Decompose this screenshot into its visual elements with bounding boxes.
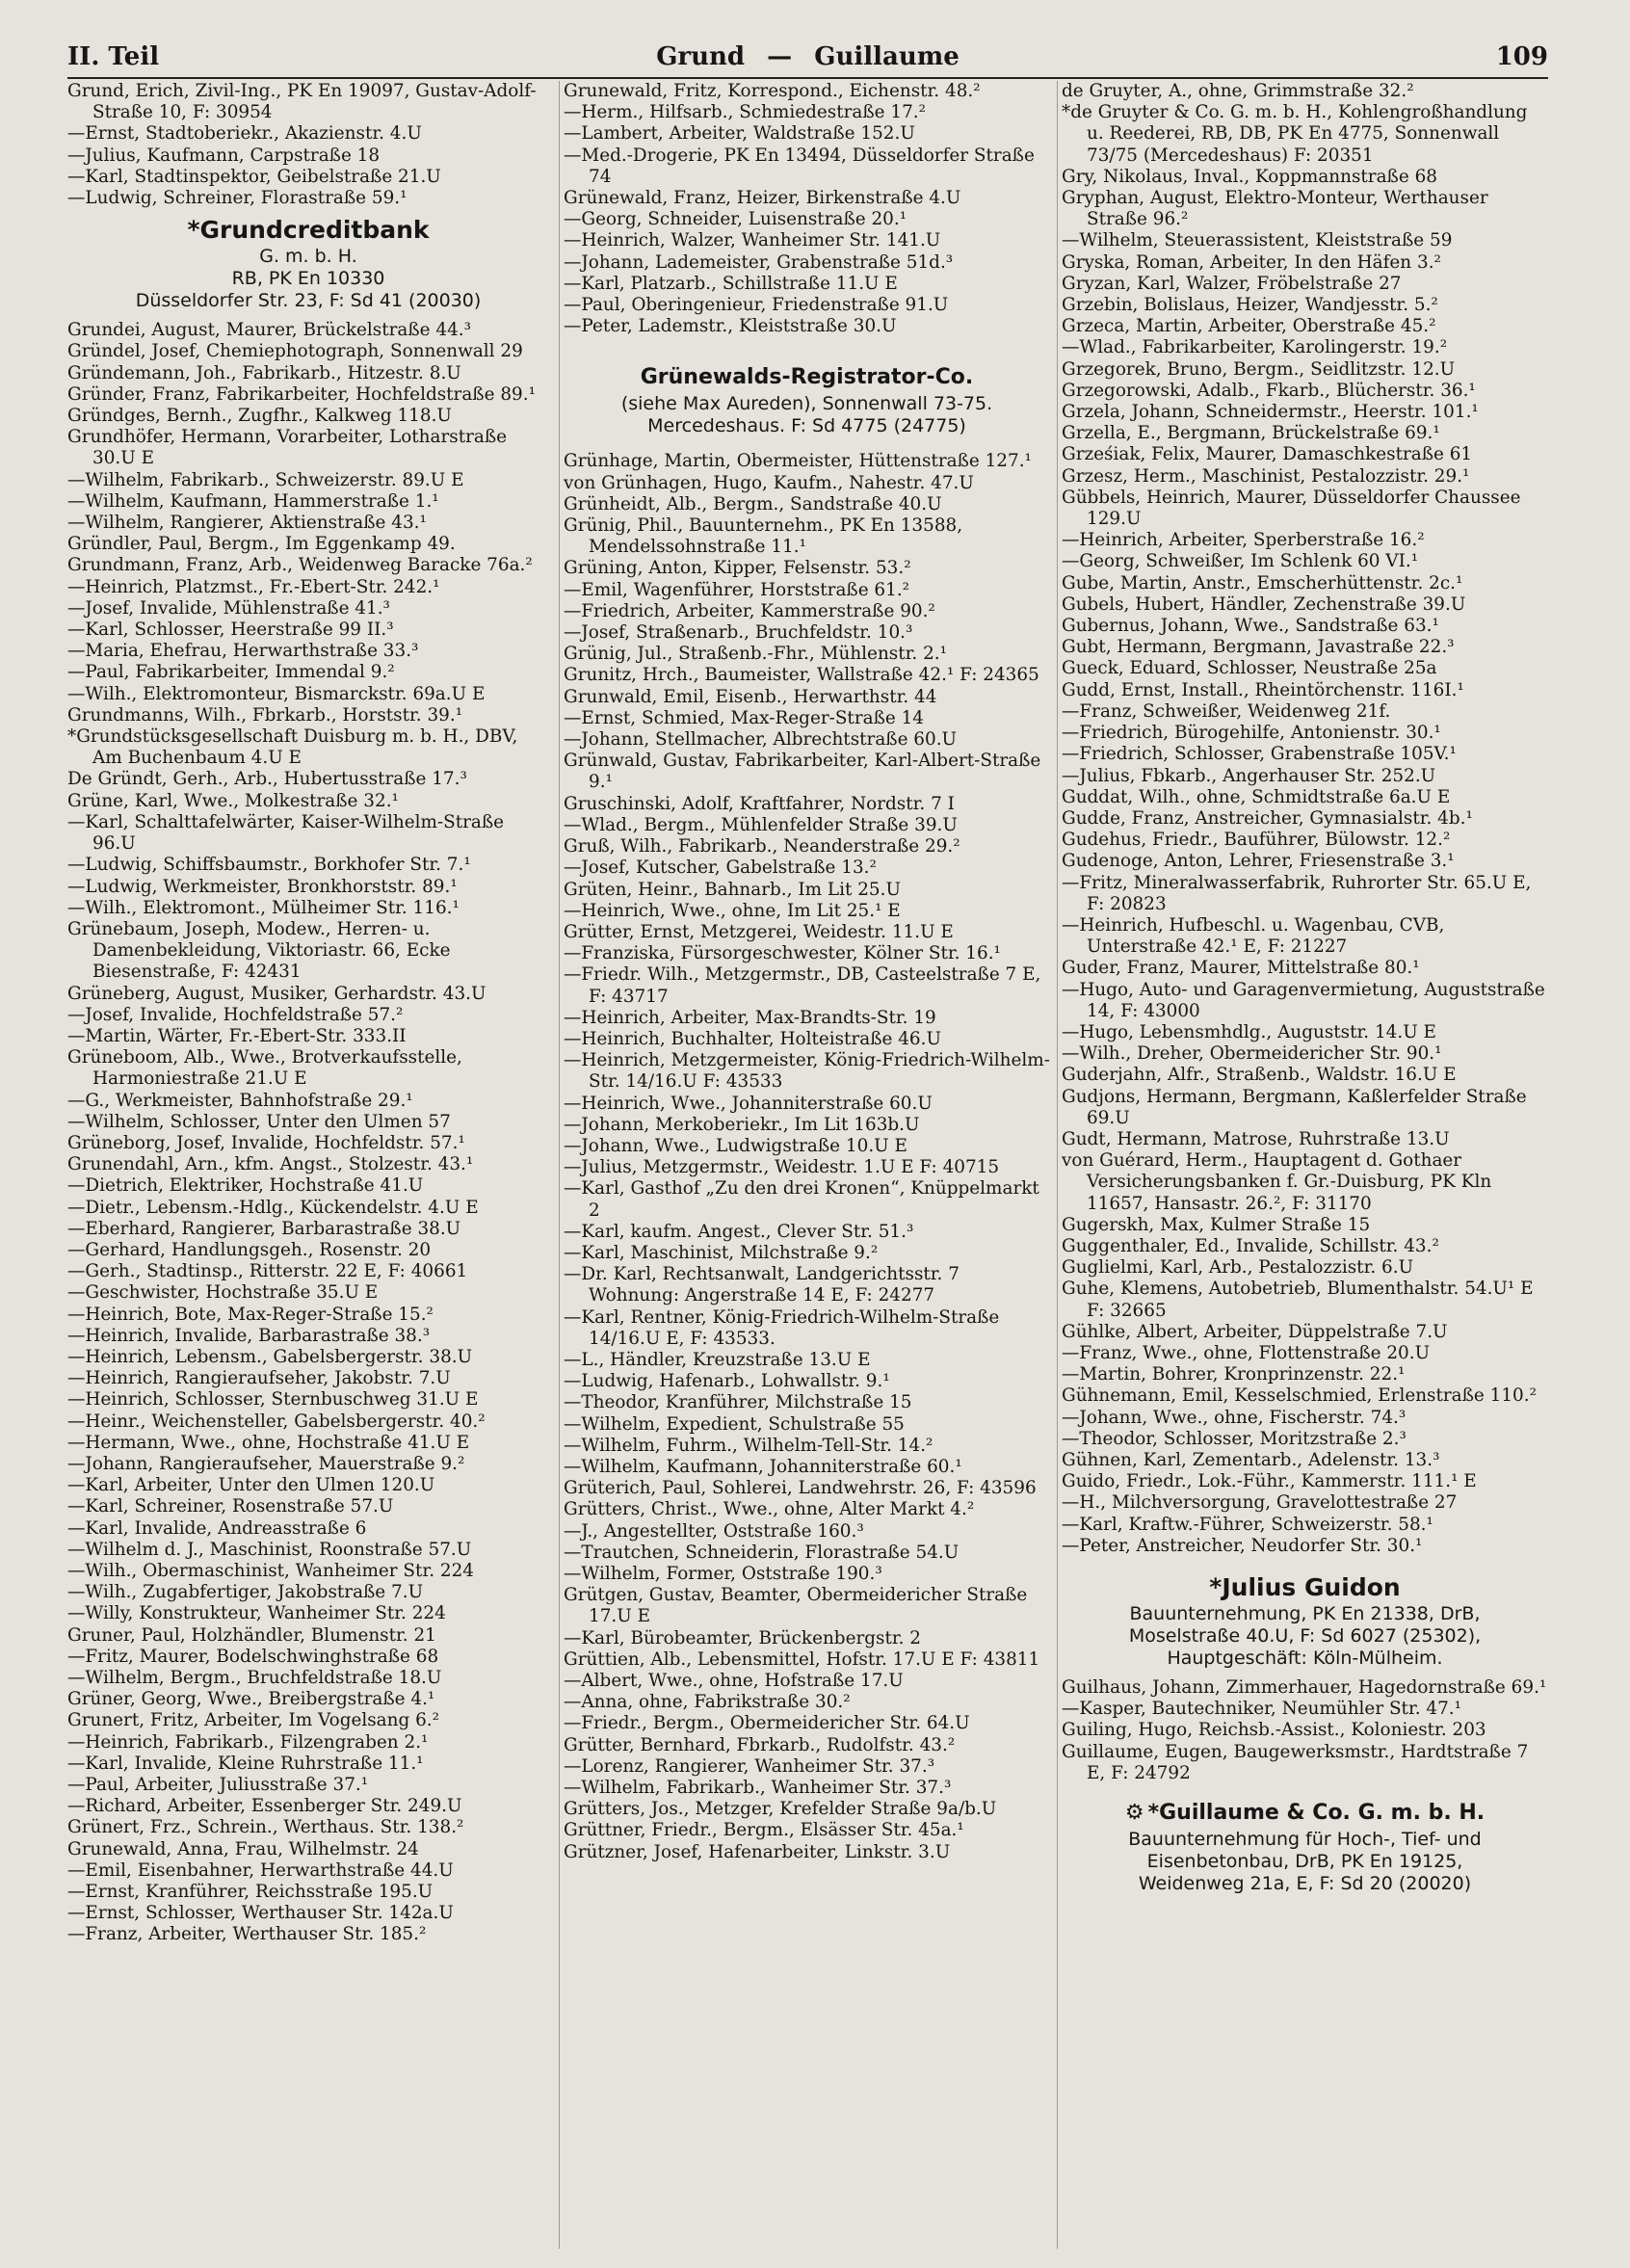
ad-company-name: *Julius Guidon [1209,1573,1401,1602]
directory-entry: Grüneborg, Josef, Invalide, Hochfeldstr. 57.¹ [67,1132,465,1153]
directory-entry: —Gerh., Stadtinsp., Ritterstr. 22 E, F: 40661 [67,1261,468,1282]
directory-entry: Gube, Martin, Anstr., Emscherhüttenstr. 2c.¹ [1062,572,1463,593]
directory-entry: Grundmanns, Wilh., Fbrkarb., Horststr. 39.¹ [67,704,463,725]
directory-entry: —Heinr., Weichensteller, Gabelsbergerstr. 40.² [67,1411,486,1432]
directory-entry: —Ernst, Schlosser, Werthauser Str. 142a.U [67,1903,454,1924]
directory-entry: —Hugo, Lebensmhdlg., Auguststr. 14.U E [1062,1021,1436,1042]
directory-entry: —J., Angestellter, Oststraße 160.³ [564,1520,864,1542]
name-range [67,42,1548,71]
directory-entry: Grzebin, Bolislaus, Heizer, Wandjesstr. 5.² [1062,295,1438,316]
directory-entry: —Wilhelm, Fuhrm., Wilhelm-Tell-Str. 14.² [564,1435,933,1456]
directory-entry: Grünhage, Martin, Obermeister, Hüttenstraße 127.¹ [564,451,1032,472]
column-3 [1062,81,1548,2258]
directory-entry: —Ernst, Stadtoberiekr., Akazienstr. 4.U [67,123,422,145]
directory-entry: Gudjons, Hermann, Bergmann, Kaßlerfelder Straße 69.U [1062,1086,1527,1128]
directory-entry: —Heinrich, Bote, Max-Reger-Straße 15.² [67,1304,434,1325]
directory-entry: —Wilhelm, Kaufmann, Hammerstraße 1.¹ [67,490,439,512]
directory-entry: —Wilhelm, Expedient, Schulstraße 55 [564,1413,905,1435]
directory-entry: —Ernst, Kranführer, Reichsstraße 195.U [67,1882,434,1903]
directory-entry: *Grundstücksgesellschaft Duisburg m. b. H., DBV, Am Buchenbaum 4.U E [67,726,518,769]
directory-entry: —Theodor, Schlosser, Moritzstraße 2.³ [1062,1428,1407,1449]
directory-entry: Grundei, August, Maurer, Brückelstraße 44.³ [67,320,472,341]
directory-entry: —Karl, Gasthof „Zu den drei Kronen“, Knüppelmarkt 2 [564,1178,1039,1221]
directory-entry: Grüneboom, Alb., Wwe., Brotverkaufsstelle, Harmoniestraße 21.U E [67,1047,462,1090]
directory-entry: Gryphan, August, Elektro-Monteur, Werthauser Straße 96.² [1062,188,1488,230]
directory-entry: —G., Werkmeister, Bahnhofstraße 29.¹ [67,1090,413,1111]
directory-entry: —Julius, Metzgermstr., Weidestr. 1.U E F: 40715 [564,1157,1000,1178]
directory-entry: —Wilhelm, Bergm., Bruchfeldstraße 18.U [67,1668,442,1689]
range-start: Grund [656,42,746,71]
directory-entry: Gubels, Hubert, Händler, Zechenstraße 39.U [1062,593,1466,615]
ad-line: Weidenweg 21a, E, F: Sd 20 (20020) [1138,1873,1472,1895]
guillaume-ad [1062,1798,1548,1895]
directory-entry: Grüneberg, August, Musiker, Gerhardstr. 43.U [67,983,486,1004]
directory-entry: —Martin, Bohrer, Kronprinzenstr. 22.¹ [1062,1364,1406,1385]
directory-entry: *de Gruyter & Co. G. m. b. H., Kohlengroßhandlung u. Reederei, RB, DB, PK En 4775, Sonnenwall 73/75 (Mercedeshaus) F: 20351 [1062,102,1528,166]
directory-entry: —Friedr., Bergm., Obermeidericher Str. 64.U [564,1713,970,1734]
directory-entry: —Paul, Oberingenieur, Friedenstraße 91.U [564,295,949,316]
directory-entry: —Karl, Schlosser, Heerstraße 99 II.³ [67,620,394,641]
directory-entry: —Lorenz, Rangierer, Wanheimer Str. 37.³ [564,1755,935,1777]
directory-entry: Gueck, Eduard, Schlosser, Neustraße 25a [1062,658,1437,679]
directory-entry: Gudehus, Friedr., Bauführer, Bülowstr. 12.² [1062,830,1451,851]
directory-entry: —Josef, Kutscher, Gabelstraße 13.² [564,857,877,879]
directory-entry: —Karl, Invalide, Kleine Ruhrstraße 11.¹ [67,1753,424,1774]
directory-entry: Gruß, Wilh., Fabrikarb., Neanderstraße 29.² [564,836,960,857]
directory-entry: —Karl, Maschinist, Milchstraße 9.² [564,1242,879,1263]
ad-line: RB, PK En 10330 [231,268,385,290]
directory-entry: —Peter, Anstreicher, Neudorfer Str. 30.¹ [1062,1535,1423,1556]
directory-entry: —Wilh., Elektromonteur, Bismarckstr. 69a.U E [67,683,486,704]
directory-entry: —Anna, ohne, Fabrikstraße 30.² [564,1692,851,1713]
directory-entry: —Hugo, Auto- und Garagenvermietung, Auguststraße 14, F: 43000 [1062,979,1545,1021]
directory-entry: —Ernst, Schmied, Max-Reger-Straße 14 [564,707,924,728]
directory-entry: Grunewald, Anna, Frau, Wilhelmstr. 24 [67,1838,419,1859]
directory-entry: Gühnemann, Emil, Kesselschmied, Erlenstraße 110.² [1062,1385,1537,1407]
directory-entry: —Dietrich, Elektriker, Hochstraße 41.U [67,1175,424,1197]
directory-entry: Gruschinski, Adolf, Kraftfahrer, Nordstr. 7 I [564,793,955,814]
directory-entry: Grzegorowski, Adalb., Fkarb., Blücherstr. 36.¹ [1062,380,1476,401]
directory-entry: Guder, Franz, Maurer, Mittelstraße 80.¹ [1062,958,1420,979]
directory-entry: —Fritz, Maurer, Bodelschwinghstraße 68 [67,1646,439,1667]
directory-entry: Gryska, Roman, Arbeiter, In den Häfen 3.² [1062,251,1441,273]
directory-entry: —Peter, Lademstr., Kleiststraße 30.U [564,316,897,337]
directory-entry: Grünebaum, Joseph, Modew., Herren- u. Damenbekleidung, Viktoriastr. 66, Ecke Biesenstraße, F: 42431 [67,918,451,983]
range-dash: — [767,42,793,71]
directory-entry: —Julius, Kaufmann, Carpstraße 18 [67,145,381,166]
directory-entry: Grünig, Jul., Straßenb.-Fhr., Mühlenstr. 2.¹ [564,644,947,665]
directory-entry: —Trautchen, Schneiderin, Florastraße 54.U [564,1542,960,1563]
ad-line: Hauptgeschäft: Köln-Mülheim. [1167,1648,1443,1670]
directory-entry: —Albert, Wwe., ohne, Hofstraße 17.U [564,1671,904,1692]
directory-entry: —Wilhelm, Fabrikarb., Schweizerstr. 89.U E [67,469,464,490]
directory-entry: De Gründt, Gerh., Arb., Hubertusstraße 17.³ [67,769,467,790]
column-2 [564,81,1050,2258]
column-divider [1057,81,1058,2249]
directory-entry: Grütter, Bernhard, Fbrkarb., Rudolfstr. 43.² [564,1734,956,1755]
column-1 [67,81,549,2258]
ad-line: Düsseldorfer Str. 23, F: Sd 41 (20030) [135,290,482,312]
directory-entry: —Wilhelm d. J., Maschinist, Roonstraße 57.U [67,1539,472,1560]
directory-entry: —Karl, Bürobeamter, Brückenbergstr. 2 [564,1627,922,1648]
directory-entry: Guderjahn, Alfr., Straßenb., Waldstr. 16.U E [1062,1065,1457,1086]
directory-entry: —Georg, Schweißer, Im Schlenk 60 VI.¹ [1062,551,1419,572]
directory-entry: —Johann, Lademeister, Grabenstraße 51d.³ [564,251,954,273]
directory-entry: Guilhaus, Johann, Zimmerhauer, Hagedornstraße 69.¹ [1062,1677,1547,1699]
directory-entry: Gühlke, Albert, Arbeiter, Düppelstraße 7.U [1062,1321,1448,1342]
directory-entry: —Fritz, Mineralwasserfabrik, Ruhrorter Str. 65.U E, F: 20823 [1062,872,1532,914]
directory-entry: —Maria, Ehefrau, Herwarthstraße 33.³ [67,641,419,662]
directory-entry: de Gruyter, A., ohne, Grimmstraße 32.² [1062,81,1414,101]
directory-entry: —Karl, Kraftw.-Führer, Schweizerstr. 58.¹ [1062,1514,1433,1535]
directory-entry: von Guérard, Herm., Hauptagent d. Gothaer Versicherungsbanken f. Gr.-Duisburg, PK Kln 11657, Hansastr. 26.², F: 31170 [1062,1150,1492,1214]
directory-entry: Gründer, Franz, Fabrikarbeiter, Hochfeldstraße 89.¹ [67,383,536,405]
directory-entry: —Paul, Arbeiter, Juliusstraße 37.¹ [67,1775,369,1796]
ad-line: Eisenbetonbau, DrB, PK En 19125, [1146,1851,1463,1873]
directory-entry: Grunert, Fritz, Arbeiter, Im Vogelsang 6.² [67,1710,440,1731]
guidon-ad [1062,1572,1548,1670]
gear-logo-icon: ⚙ [1124,1801,1144,1826]
ad-line: Moselstraße 40.U, F: Sd 6027 (25302), [1128,1625,1482,1648]
directory-entry: Grzella, E., Bergmann, Brückelstraße 69.¹ [1062,423,1440,444]
directory-entry: —Franz, Wwe., ohne, Flottenstraße 20.U [1062,1342,1431,1363]
directory-entry: Gubt, Hermann, Bergmann, Javastraße 22.³ [1062,637,1455,658]
ad-line: Mercedeshaus. F: Sd 4775 (24775) [647,415,966,437]
directory-entry: —Dr. Karl, Rechtsanwalt, Landgerichtsstr. 7 Wohnung: Angerstraße 14 E, F: 24277 [564,1264,960,1306]
directory-entry: —Kasper, Bautechniker, Neumühler Str. 47.¹ [1062,1699,1462,1720]
directory-entry: Gründel, Josef, Chemiephotograph, Sonnenwall 29 [67,341,523,362]
directory-entry: —Emil, Eisenbahner, Herwarthstraße 44.U [67,1859,454,1881]
directory-entry: —L., Händler, Kreuzstraße 13.U E [564,1349,871,1370]
directory-entry: —Wilhelm, Kaufmann, Johanniterstraße 60.¹ [564,1456,962,1477]
directory-entry: —Wilh., Elektromont., Mülheimer Str. 116.¹ [67,897,460,918]
ad-line: Bauunternehmung, PK En 21338, DrB, [1129,1603,1481,1625]
directory-entry: —Ludwig, Werkmeister, Bronkhorststr. 89.¹ [67,876,458,897]
directory-entry: Gudd, Ernst, Install., Rheintörchenstr. 116I.¹ [1062,679,1464,700]
directory-entry: —Eberhard, Rangierer, Barbarastraße 38.U [67,1218,461,1239]
registrator-ad [564,362,1050,437]
directory-entry: —Friedrich, Schlosser, Grabenstraße 105V.¹ [1062,744,1457,765]
directory-entry: —Karl, Arbeiter, Unter den Ulmen 120.U [67,1475,435,1496]
entries-group [1062,81,1548,1557]
directory-entry: Grzeca, Martin, Arbeiter, Oberstraße 45.² [1062,316,1436,337]
directory-entry: Guglielmi, Karl, Arb., Pestalozzistr. 6.U [1062,1257,1414,1279]
directory-entry: Grünig, Phil., Bauunternehm., PK En 13588, Mendelssohnstraße 11.¹ [564,515,963,558]
directory-entry: —Ludwig, Schreiner, Florastraße 59.¹ [67,188,408,209]
section-label: II. Teil [67,42,160,71]
directory-entry: —Heinrich, Rangieraufseher, Jakobstr. 7.U [67,1368,451,1389]
directory-entry: —Franz, Arbeiter, Werthauser Str. 185.² [67,1924,427,1945]
directory-entry: Grütters, Christ., Wwe., ohne, Alter Markt 4.² [564,1499,975,1520]
directory-entry: Grünwald, Gustav, Fabrikarbeiter, Karl-Albert-Straße 9.¹ [564,751,1041,793]
page-number: 109 [1495,42,1548,71]
directory-entry: —Josef, Invalide, Hochfeldstraße 57.² [67,1004,404,1025]
directory-entry: —Paul, Fabrikarbeiter, Immendal 9.² [67,662,395,683]
directory-entry: Grzesz, Herm., Maschinist, Pestalozzistr. 29.¹ [1062,465,1470,487]
directory-entry: —Heinrich, Platzmst., Fr.-Ebert-Str. 242.¹ [67,576,440,597]
directory-entry: —Theodor, Kranführer, Milchstraße 15 [564,1392,912,1413]
directory-entry: —Friedr. Wilh., Metzgermstr., DB, Casteelstraße 7 E, F: 43717 [564,964,1041,1007]
directory-entry: Guido, Friedr., Lok.-Führ., Kammerstr. 111.¹ E [1062,1471,1477,1492]
directory-entry: —Gerhard, Handlungsgeh., Rosenstr. 20 [67,1239,432,1260]
directory-entry: Grüterich, Paul, Sohlerei, Landwehrstr. 26, F: 43596 [564,1478,1037,1499]
directory-entry: Grüttner, Friedr., Bergm., Elsässer Str. 45a.¹ [564,1820,964,1841]
directory-entry: Grześiak, Felix, Maurer, Damaschkestraße 61 [1062,444,1473,465]
directory-entry: —Friedrich, Arbeiter, Kammerstraße 90.² [564,600,935,621]
directory-entry: —Wilh., Obermaschinist, Wanheimer Str. 224 [67,1561,474,1581]
directory-entry: —Heinrich, Buchhalter, Holteistraße 46.U [564,1028,941,1049]
directory-entry: Gründler, Paul, Bergm., Im Eggenkamp 49. [67,534,456,555]
directory-entry: —Heinrich, Invalide, Barbarastraße 38.³ [67,1325,431,1346]
ad-company-name: *Grundcreditbank [187,216,430,245]
directory-entry: —Karl, Stadtinspektor, Geibelstraße 21.U [67,166,441,187]
grundcreditbank-ad [67,215,549,312]
directory-entry: —Heinrich, Wwe., Johanniterstraße 60.U [564,1093,933,1114]
directory-entry: Gry, Nikolaus, Inval., Koppmannstraße 68 [1062,166,1437,187]
directory-entry: Grütters, Jos., Metzger, Krefelder Straße 9a/b.U [564,1799,997,1820]
ad-company-name: Grünewalds-Registrator-Co. [640,365,974,390]
directory-entry: —Franziska, Fürsorgeschwester, Kölner Str. 16.¹ [564,943,1001,964]
directory-entry: —Med.-Drogerie, PK En 13494, Düsseldorfer Straße 74 [564,145,1035,187]
entries-group [564,451,1050,1862]
directory-entry: —Julius, Fbkarb., Angerhauser Str. 252.U [1062,765,1436,786]
directory-entry: Grütter, Ernst, Metzgerei, Weidestr. 11.U E [564,921,954,942]
directory-entry: Guillaume, Eugen, Baugewerksmstr., Hardtstraße 7 E, F: 24792 [1062,1741,1529,1783]
directory-entry: —Emil, Wagenführer, Horststraße 61.² [564,579,910,600]
directory-entry: —Johann, Rangieraufseher, Mauerstraße 9.² [67,1453,465,1474]
directory-entry: —Willy, Konstrukteur, Wanheimer Str. 224 [67,1603,446,1624]
directory-entry: —Heinrich, Arbeiter, Max-Brandts-Str. 19 [564,1007,936,1028]
directory-entry: —Wlad., Fabrikarbeiter, Karolingerstr. 19.² [1062,337,1448,358]
ad-line: Bauunternehmung für Hoch-, Tief- und [1128,1829,1482,1851]
entries-group [67,81,549,209]
directory-entry: Grüning, Anton, Kipper, Felsenstr. 53.² [564,558,911,579]
directory-entry: —H., Milchversorgung, Gravelottestraße 27 [1062,1492,1458,1514]
directory-entry: Grunewald, Fritz, Korrespond., Eichenstr. 48.² [564,81,981,101]
directory-entry: Gründges, Bernh., Zugfhr., Kalkweg 118.U [67,406,452,427]
ad-line: G. m. b. H. [259,246,357,268]
directory-entry: —Herm., Hilfsarb., Schmiedestraße 17.² [564,102,927,123]
directory-entry: —Hermann, Wwe., ohne, Hochstraße 41.U E [67,1432,470,1453]
directory-entry: —Heinrich, Walzer, Wanheimer Str. 141.U [564,230,941,251]
directory-entry: —Wilhelm, Fabrikarb., Wanheimer Str. 37.³ [564,1778,952,1799]
directory-entry: Grzegorek, Bruno, Bergm., Seidlitzstr. 12.U [1062,358,1456,380]
column-divider [559,81,560,2249]
directory-entry: Gübbels, Heinrich, Maurer, Düsseldorfer Chaussee 129.U [1062,487,1521,530]
directory-entry: Grüner, Georg, Wwe., Breibergstraße 4.¹ [67,1689,435,1710]
directory-entry: —Karl, Invalide, Andreasstraße 6 [67,1517,367,1539]
directory-entry: Guiling, Hugo, Reichsb.-Assist., Koloniestr. 203 [1062,1720,1486,1741]
entries-group [1062,1677,1548,1784]
entries-group [564,81,1050,337]
directory-entry: —Karl, Rentner, König-Friedrich-Wilhelm-Straße 14/16.U E, F: 43533. [564,1306,1000,1349]
directory-entry: —Ludwig, Schiffsbaumstr., Borkhofer Str. 7.¹ [67,855,471,876]
directory-entry: Gubernus, Johann, Wwe., Sandstraße 63.¹ [1062,616,1439,637]
directory-entry: Grütgen, Gustav, Beamter, Obermeidericher Straße 17.U E [564,1585,1028,1627]
directory-entry: Grützner, Josef, Hafenarbeiter, Linkstr. 3.U [564,1841,951,1862]
directory-entry: —Wlad., Bergm., Mühlenfelder Straße 39.U [564,814,958,835]
directory-entry: —Dietr., Lebensm.-Hdlg., Kückendelstr. 4.U E [67,1197,479,1218]
directory-entry: von Grünhagen, Hugo, Kaufm., Nahestr. 47.U [564,472,974,493]
directory-entry: —Josef, Invalide, Mühlenstraße 41.³ [67,597,390,619]
directory-entry: Guggenthaler, Ed., Invalide, Schillstr. 43.² [1062,1235,1439,1256]
directory-entry: —Josef, Straßenarb., Bruchfeldstr. 10.³ [564,622,913,644]
directory-entry: Grund, Erich, Zivil-Ing., PK En 19097, Gustav-Adolf-Straße 10, F: 30954 [67,81,537,123]
directory-entry: Guddat, Wilh., ohne, Schmidtstraße 6a.U E [1062,786,1451,807]
directory-entry: Guhe, Klemens, Autobetrieb, Blumenthalstr. 54.U¹ E F: 32665 [1062,1279,1534,1321]
directory-entry: Gudt, Hermann, Matrose, Ruhrstraße 13.U [1062,1128,1450,1149]
range-end: Guillaume [814,42,960,71]
directory-entry: Gryzan, Karl, Walzer, Fröbelstraße 27 [1062,273,1402,294]
directory-entry: Gudde, Franz, Anstreicher, Gymnasialstr. 4b.¹ [1062,807,1473,829]
directory-entry: —Heinrich, Hufbeschl. u. Wagenbau, CVB, Unterstraße 42.¹ E, F: 21227 [1062,914,1445,958]
directory-entry: —Wilh., Zugabfertiger, Jakobstraße 7.U [67,1582,424,1603]
directory-entry: —Heinrich, Arbeiter, Sperberstraße 16.² [1062,530,1425,551]
page-header [67,39,1548,79]
directory-entry: Gudenoge, Anton, Lehrer, Friesenstraße 3.¹ [1062,851,1455,872]
directory-entry: —Franz, Schweißer, Weidenweg 21f. [1062,700,1391,722]
directory-entry: Grundmann, Franz, Arb., Weidenweg Baracke 76a.² [67,555,533,576]
directory-entry: Grünert, Frz., Schrein., Werthaus. Str. 138.² [67,1817,464,1838]
directory-entry: —Karl, Schreiner, Rosenstraße 57.U [67,1496,394,1517]
directory-entry: Grüne, Karl, Wwe., Molkestraße 32.¹ [67,790,399,811]
directory-entry: Grunendahl, Arn., kfm. Angst., Stolzestr. 43.¹ [67,1154,474,1175]
ad-line: (siehe Max Aureden), Sonnenwall 73-75. [620,393,993,415]
directory-entry: Grünheidt, Alb., Bergm., Sandstraße 40.U [564,493,942,514]
directory-entry: Gruner, Paul, Holzhändler, Blumenstr. 21 [67,1624,436,1646]
directory-entry: Grundhöfer, Hermann, Vorarbeiter, Lotharstraße 30.U E [67,427,508,469]
directory-entry: —Heinrich, Schlosser, Sternbuschweg 31.U E [67,1389,479,1411]
directory-entry: —Karl, Schalttafelwärter, Kaiser-Wilhelm-Straße 96.U [67,811,505,855]
directory-entry: —Wilhelm, Former, Oststraße 190.³ [564,1564,882,1584]
entries-group [67,320,549,1945]
directory-entry: Grüttien, Alb., Lebensmittel, Hofstr. 17.U E F: 43811 [564,1648,1040,1670]
directory-entry: Gugerskh, Max, Kulmer Straße 15 [1062,1214,1371,1235]
directory-entry: —Georg, Schneider, Luisenstraße 20.¹ [564,209,907,230]
directory-entry: —Richard, Arbeiter, Essenberger Str. 249.U [67,1796,462,1817]
directory-entry: Grzela, Johann, Schneidermstr., Heerstr. 101.¹ [1062,402,1479,423]
directory-entry: —Friedrich, Bürogehilfe, Antonienstr. 30.¹ [1062,723,1441,744]
directory-entry: —Johann, Stellmacher, Albrechtstraße 60.U [564,729,958,751]
directory-entry: —Wilhelm, Rangierer, Aktienstraße 43.¹ [67,513,427,534]
directory-entry: —Heinrich, Fabrikarb., Filzengraben 2.¹ [67,1731,429,1753]
ad-company-name-text: *Guillaume & Co. G. m. b. H. [1147,1801,1485,1826]
directory-entry: —Johann, Wwe., ohne, Fischerstr. 74.³ [1062,1407,1407,1428]
directory-entry: Grünewald, Franz, Heizer, Birkenstraße 4.U [564,188,961,209]
directory-entry: Gründemann, Joh., Fabrikarb., Hitzestr. 8.U [67,362,461,383]
directory-entry: Grunwald, Emil, Eisenb., Herwarthstr. 44 [564,686,937,707]
directory-entry: —Ludwig, Hafenarb., Lohwallstr. 9.¹ [564,1371,890,1392]
directory-entry: —Johann, Wwe., Ludwigstraße 10.U E [564,1135,907,1156]
ad-company-name [1062,1798,1548,1829]
directory-entry: —Wilh., Dreher, Obermeidericher Str. 90.¹ [1062,1043,1442,1065]
directory-entry: —Heinrich, Lebensm., Gabelsbergerstr. 38.U [67,1346,473,1367]
directory-entry: Grüten, Heinr., Bahnarb., Im Lit 25.U [564,879,901,900]
directory-entry: —Wilhelm, Schlosser, Unter den Ulmen 57 [67,1111,451,1132]
directory-entry: —Karl, kaufm. Angest., Clever Str. 51.³ [564,1221,914,1242]
directory-entry: Grunitz, Hrch., Baumeister, Wallstraße 42.¹ F: 24365 [564,665,1039,686]
directory-entry: —Lambert, Arbeiter, Waldstraße 152.U [564,123,915,145]
directory-entry: —Martin, Wärter, Fr.-Ebert-Str. 333.II [67,1025,407,1046]
directory-entry: —Geschwister, Hochstraße 35.U E [67,1282,379,1304]
directory-entry: —Karl, Platzarb., Schillstraße 11.U E [564,273,898,294]
directory-entry: Gühnen, Karl, Zementarb., Adelenstr. 13.³ [1062,1450,1440,1470]
directory-entry: —Heinrich, Metzgermeister, König-Friedrich-Wilhelm-Str. 14/16.U F: 43533 [564,1050,1050,1093]
directory-entry: —Wilhelm, Steuerassistent, Kleiststraße 59 [1062,230,1453,251]
directory-entry: —Heinrich, Wwe., ohne, Im Lit 25.¹ E [564,900,901,921]
directory-entry: —Johann, Merkoberiekr., Im Lit 163b.U [564,1114,920,1135]
